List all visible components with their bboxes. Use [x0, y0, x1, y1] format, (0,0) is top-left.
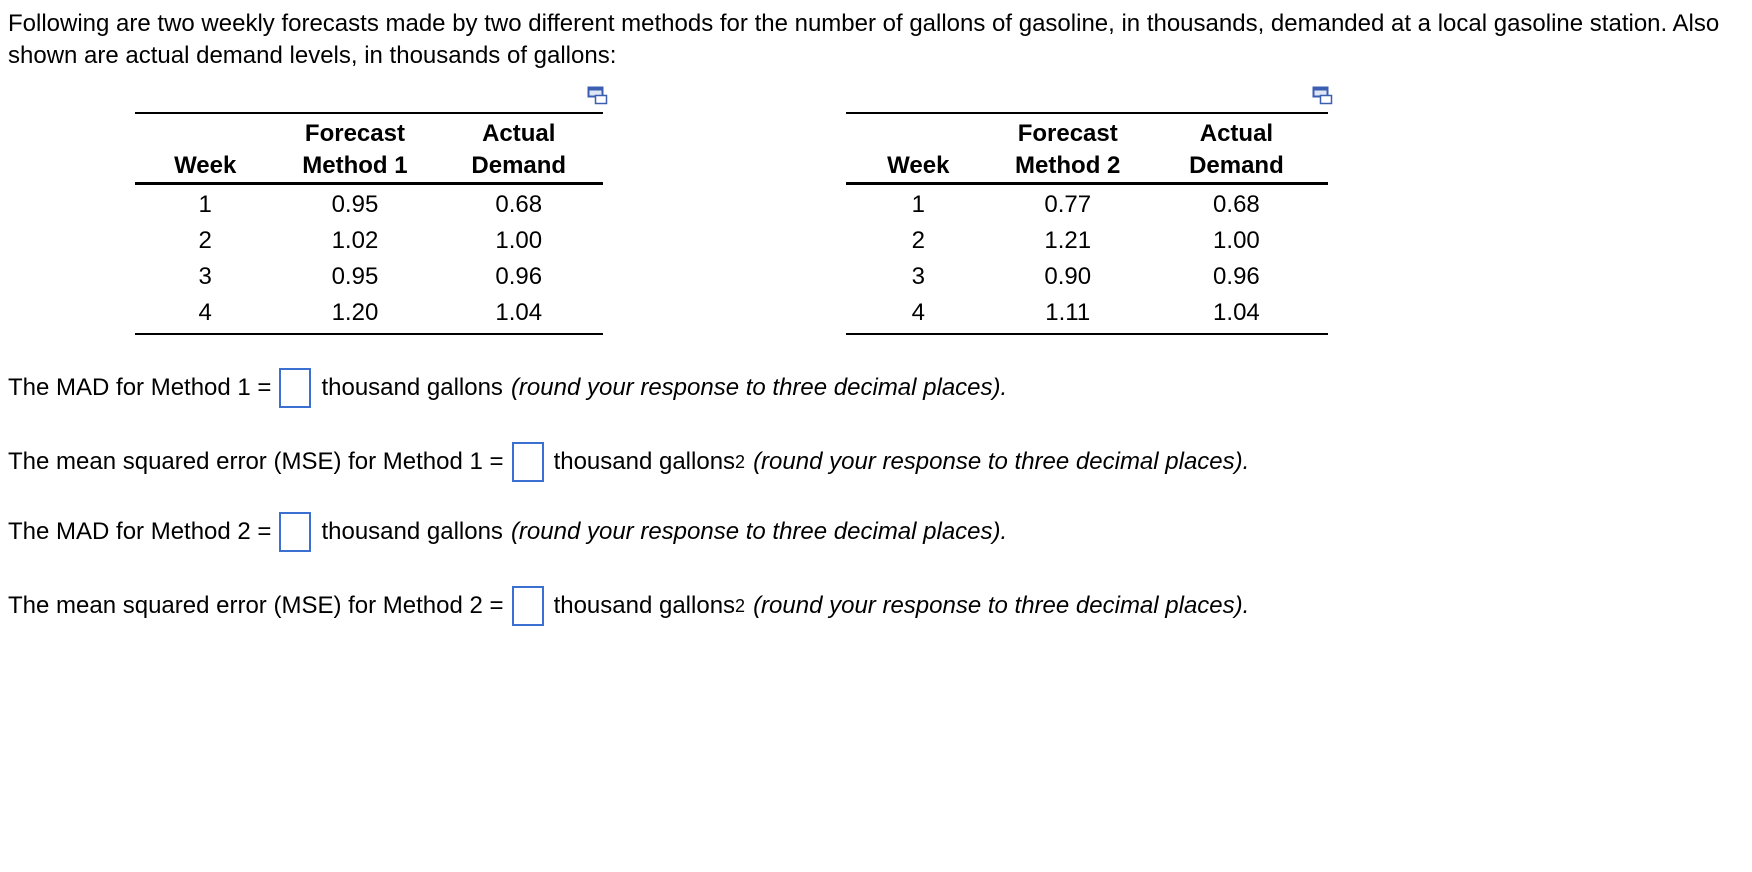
- forecast-table-method-2: [846, 112, 1328, 335]
- cell-actual: 1.00: [495, 227, 543, 254]
- table-header-row: [135, 113, 603, 184]
- data-table: [846, 112, 1328, 335]
- cell-actual: 0.96: [495, 263, 543, 290]
- header-week: [135, 113, 275, 184]
- problem-statement-line-2: shown are actual demand levels, in thousands of gallons:: [8, 42, 617, 69]
- mad-method-1-input[interactable]: [279, 368, 311, 408]
- cell-week: 2: [198, 227, 212, 254]
- mse-method-1-input[interactable]: [512, 442, 544, 482]
- cell-forecast: 0.95: [331, 191, 379, 218]
- table-row: [135, 295, 603, 334]
- header-forecast-line-2: Method 1: [302, 152, 408, 179]
- forecast-table-method-1: [135, 112, 603, 335]
- cell-week: 1: [911, 191, 925, 218]
- header-forecast-line-1: Forecast: [1017, 120, 1118, 147]
- header-actual-line-2: Demand: [1189, 152, 1284, 179]
- problem-statement: [8, 8, 1752, 72]
- question-label: The MAD for Method 2 =: [8, 518, 272, 545]
- table-row: [846, 223, 1328, 259]
- header-forecast: [991, 113, 1145, 184]
- cell-forecast: 1.02: [331, 227, 379, 254]
- rounding-hint: (round your response to three decimal places).: [753, 592, 1250, 619]
- cell-week: 4: [911, 299, 925, 326]
- unit-label: thousand gallons: [321, 374, 503, 401]
- header-week-label: Week: [174, 152, 237, 179]
- header-forecast-line-1: Forecast: [304, 120, 405, 147]
- cell-forecast: 0.77: [1044, 191, 1092, 218]
- question-label: The mean squared error (MSE) for Method 2 =: [8, 592, 504, 619]
- question-mse-method-1: The mean squared error (MSE) for Method 1 = thousand gallons 2 (round your response to three decimal places).: [8, 442, 1249, 482]
- cell-week: 1: [198, 191, 212, 218]
- header-actual-line-1: Actual: [482, 120, 556, 147]
- cell-week: 2: [911, 227, 925, 254]
- cell-forecast: 0.95: [331, 263, 379, 290]
- cell-week: 3: [198, 263, 212, 290]
- copy-table-icon[interactable]: [587, 86, 609, 108]
- rounding-hint: (round your response to three decimal places).: [753, 448, 1250, 475]
- data-table: [135, 112, 603, 335]
- copy-table-icon[interactable]: [1312, 86, 1334, 108]
- question-mad-method-1: [8, 368, 1007, 408]
- unit-label: thousand gallons: [553, 592, 736, 619]
- rounding-hint: (round your response to three decimal places).: [510, 518, 1008, 545]
- question-label: The mean squared error (MSE) for Method 1 =: [8, 448, 504, 475]
- header-forecast: [275, 113, 434, 184]
- header-week: [846, 113, 991, 184]
- rounding-hint: (round your response to three decimal places).: [510, 374, 1008, 401]
- table-row: [846, 295, 1328, 334]
- table-row: [846, 259, 1328, 295]
- cell-forecast: 1.11: [1045, 299, 1091, 326]
- table-row: [135, 184, 603, 224]
- cell-week: 4: [198, 299, 212, 326]
- header-actual-line-2: Demand: [471, 152, 567, 179]
- table-header-row: [846, 113, 1328, 184]
- header-actual: [1145, 113, 1328, 184]
- cell-actual: 0.68: [495, 191, 543, 218]
- cell-week: 3: [911, 263, 925, 290]
- cell-actual: 1.04: [495, 299, 543, 326]
- cell-actual: 0.96: [1213, 263, 1260, 290]
- cell-actual: 1.00: [1213, 227, 1260, 254]
- cell-forecast: 0.90: [1044, 263, 1092, 290]
- cell-forecast: 1.20: [331, 299, 379, 326]
- header-actual: [435, 113, 604, 184]
- problem-statement-line-1: Following are two weekly forecasts made by two different methods for the number of gallons of gasoline, in thousands, demanded at a local gasoline station. Also: [8, 10, 1720, 37]
- header-actual-line-1: Actual: [1199, 120, 1274, 147]
- cell-forecast: 1.21: [1044, 227, 1092, 254]
- question-label: The MAD for Method 1 =: [8, 374, 272, 401]
- cell-actual: 1.04: [1213, 299, 1260, 326]
- mad-method-2-input[interactable]: [279, 512, 311, 552]
- header-week-label: Week: [887, 152, 950, 179]
- header-forecast-line-2: Method 2: [1015, 152, 1121, 179]
- table-row: [135, 223, 603, 259]
- table-row: [846, 184, 1328, 224]
- mse-method-2-input[interactable]: [512, 586, 544, 626]
- unit-label: thousand gallons: [553, 448, 736, 475]
- table-row: [135, 259, 603, 295]
- unit-label: thousand gallons: [321, 518, 503, 545]
- question-mad-method-2: [8, 512, 1007, 552]
- question-mse-method-2: The mean squared error (MSE) for Method 2 = thousand gallons 2 (round your response to three decimal places).: [8, 586, 1249, 626]
- cell-actual: 0.68: [1213, 191, 1260, 218]
